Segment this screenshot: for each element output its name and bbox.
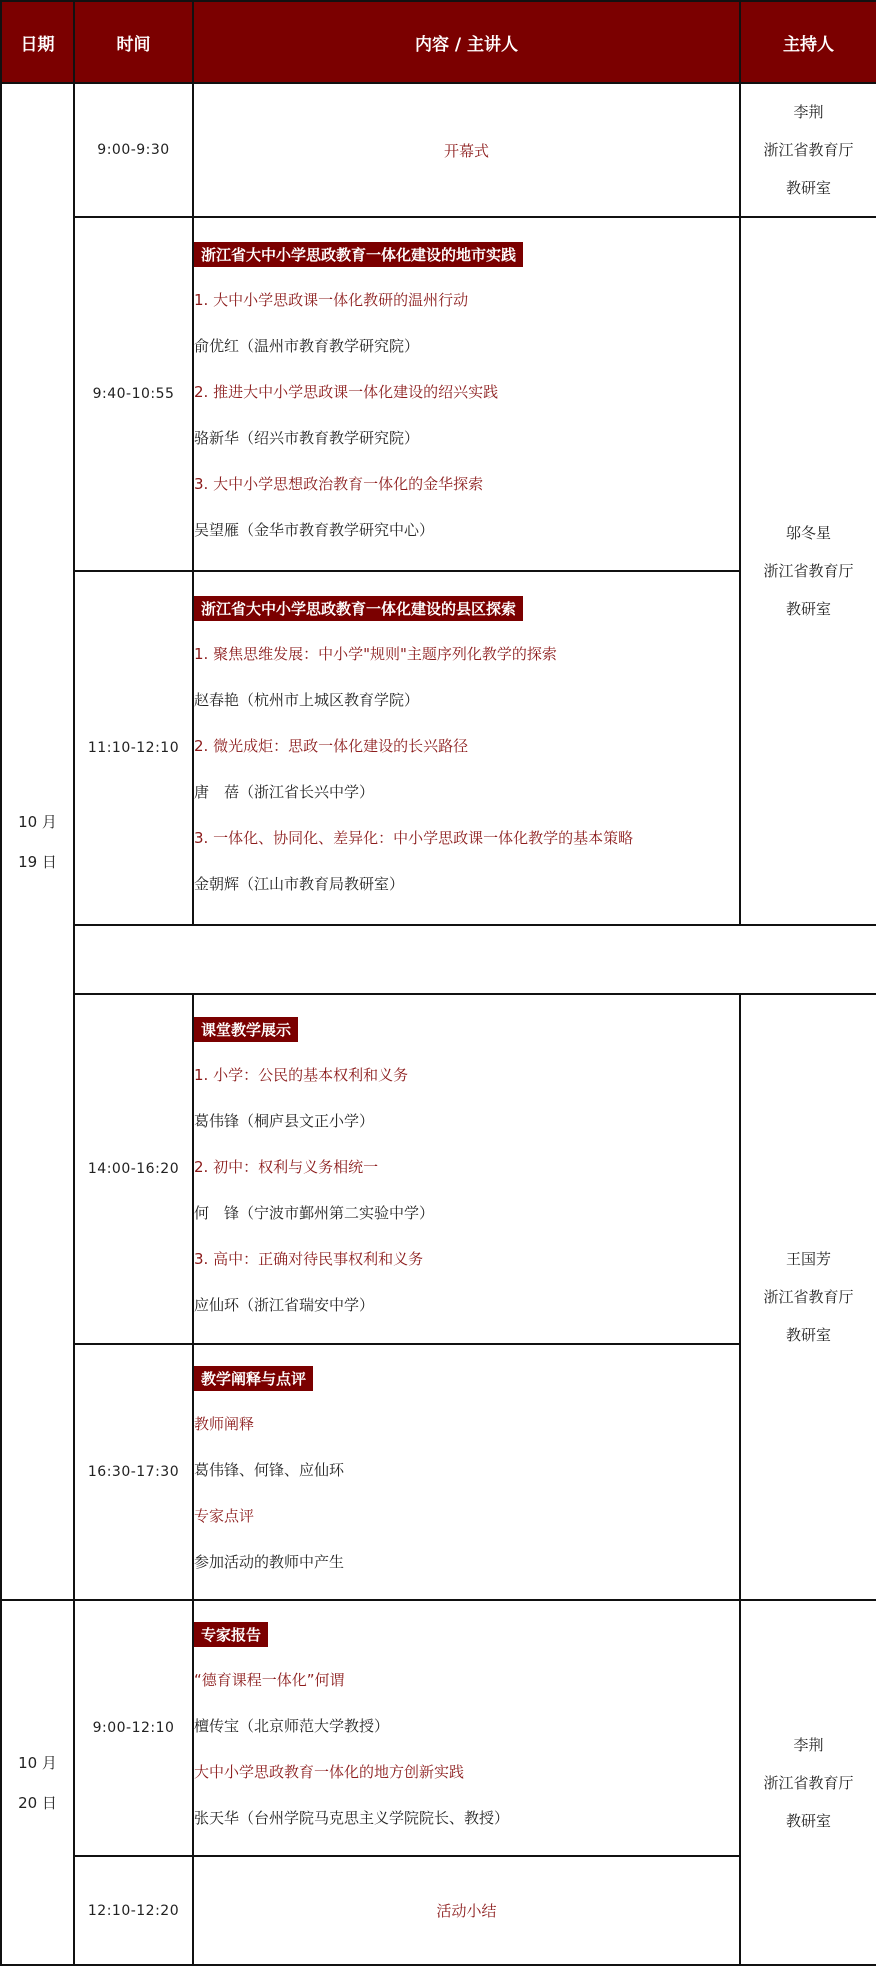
host-org-line2: 教研室 (785, 1811, 831, 1830)
header-host: 主持人 (740, 1, 876, 83)
session-row (1, 994, 876, 1344)
header-content: 内容 / 主讲人 (193, 1, 740, 83)
host-cell (740, 994, 876, 1600)
session-row (1, 217, 876, 571)
time-cell: 14:00-16:20 (74, 994, 193, 1344)
date-month: 10 月 (18, 812, 57, 831)
host-org-line1: 浙江省教育厅 (763, 1288, 854, 1306)
speaker: 应仙环（浙江省瑞安中学） (194, 1295, 375, 1314)
host-name: 王国芳 (785, 1250, 831, 1268)
topic: 专家点评 (194, 1506, 255, 1525)
speaker: 葛伟锋（桐庐县文正小学） (194, 1111, 375, 1130)
topic: 2. 推进大中小学思政课一体化建设的绍兴实践 (194, 382, 499, 401)
session-row (1, 83, 876, 217)
topic: “德育课程一体化”何谓 (194, 1670, 345, 1689)
host-cell (740, 217, 876, 925)
speaker: 吴望雁（金华市教育教学研究中心） (194, 520, 435, 539)
topic: 3. 一体化、协同化、差异化：中小学思政课一体化教学的基本策略 (194, 828, 634, 847)
content-cell (193, 217, 740, 571)
speaker: 檀传宝（北京师范大学教授） (194, 1716, 390, 1735)
break-cell (74, 925, 876, 994)
speaker: 骆新华（绍兴市教育教学研究院） (194, 428, 420, 447)
topic: 大中小学思政教育一体化的地方创新实践 (194, 1762, 465, 1781)
host-org-line1: 浙江省教育厅 (763, 1773, 854, 1792)
topic: 2. 微光成炬：思政一体化建设的长兴路径 (194, 736, 469, 755)
section-tag: 浙江省大中小学思政教育一体化建设的地市实践 (194, 242, 523, 267)
topic: 2. 初中：权利与义务相统一 (194, 1157, 379, 1176)
topic: 1. 聚焦思维发展：中小学"规则"主题序列化教学的探索 (194, 644, 557, 663)
host-org-line1: 浙江省教育厅 (763, 141, 854, 159)
speaker: 参加活动的教师中产生 (194, 1552, 345, 1571)
host-name: 邬冬星 (785, 524, 831, 542)
time-cell: 9:40-10:55 (74, 217, 193, 571)
host-org-line2: 教研室 (785, 1326, 831, 1344)
topic: 3. 高中：正确对待民事权利和义务 (194, 1249, 424, 1268)
host-cell (740, 83, 876, 217)
content-cell (193, 1600, 740, 1856)
section-tag: 教学阐释与点评 (194, 1366, 313, 1391)
section-tag: 浙江省大中小学思政教育一体化建设的县区探索 (194, 596, 523, 621)
host-name: 李荆 (793, 1735, 824, 1754)
section-tag: 课堂教学展示 (194, 1017, 298, 1042)
speaker: 唐 蓓（浙江省长兴中学） (194, 782, 375, 801)
topic: 教师阐释 (194, 1414, 255, 1433)
header-date: 日期 (1, 1, 74, 83)
speaker: 葛伟锋、何锋、应仙环 (194, 1460, 345, 1479)
host-org-line2: 教研室 (785, 179, 831, 197)
time-cell: 9:00-12:10 (74, 1600, 193, 1856)
section-tag: 专家报告 (194, 1622, 268, 1647)
host-org-line2: 教研室 (785, 600, 831, 618)
time-cell: 11:10-12:10 (74, 571, 193, 925)
date-cell-day2 (1, 1600, 74, 1965)
host-name: 李荆 (793, 103, 824, 121)
break-row (1, 925, 876, 994)
session-title: 活动小结 (436, 1902, 497, 1920)
header-row (1, 1, 876, 83)
content-cell-opening (193, 83, 740, 217)
time-cell: 9:00-9:30 (74, 83, 193, 217)
speaker: 何 锋（宁波市鄞州第二实验中学） (194, 1203, 435, 1222)
content-cell-summary (193, 1856, 740, 1965)
topic: 1. 小学：公民的基本权利和义务 (194, 1065, 409, 1084)
content-cell (193, 994, 740, 1344)
speaker: 俞优红（温州市教育教学研究院） (194, 336, 420, 355)
time-cell: 12:10-12:20 (74, 1856, 193, 1965)
header-time: 时间 (74, 1, 193, 83)
host-cell (740, 1600, 876, 1965)
speaker: 张天华（台州学院马克思主义学院院长、教授） (194, 1808, 510, 1827)
date-month: 10 月 (18, 1753, 57, 1772)
content-cell (193, 571, 740, 925)
topic: 3. 大中小学思想政治教育一体化的金华探索 (194, 474, 484, 493)
speaker: 赵春艳（杭州市上城区教育学院） (194, 690, 420, 709)
session-row (1, 1600, 876, 1856)
content-cell (193, 1344, 740, 1600)
time-cell: 16:30-17:30 (74, 1344, 193, 1600)
date-cell-day1 (1, 83, 74, 1600)
date-day: 19 日 (18, 852, 57, 871)
topic: 1. 大中小学思政课一体化教研的温州行动 (194, 290, 469, 309)
session-title: 开幕式 (443, 141, 489, 160)
speaker: 金朝辉（江山市教育局教研室） (194, 874, 405, 893)
date-day: 20 日 (18, 1793, 57, 1812)
host-org-line1: 浙江省教育厅 (763, 562, 854, 580)
